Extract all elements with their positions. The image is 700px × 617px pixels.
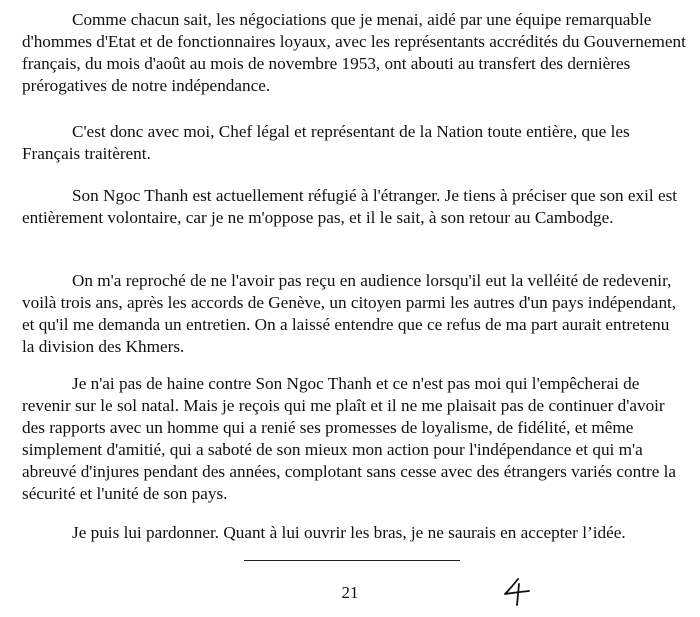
paragraph-forgiveness: Je puis lui pardonner. Quant à lui ouvrir les bras, je ne saurais en accepter l’idée. (72, 523, 626, 542)
paragraph-son-ngoc-thanh-exile: Son Ngoc Thanh est actuellement réfugié à l'étranger. Je tiens à préciser que son exil est entièrement volontaire, car je ne m'oppose pas, et il le sait, à son retour au Cambodge. (22, 186, 678, 227)
handwritten-initials (503, 577, 531, 607)
paragraph-negotiations: Comme chacun sait, les négociations que je menai, aidé par une équipe remarquable d'hommes d'Etat et de fonctionnaires loyaux, avec les représentants accrédités du Gouvernement français, du mois d'août au mois de novembre 1953, ont abouti au transfert des dernières prérogatives de notre indépendance. (22, 10, 686, 95)
paragraph-no-hatred: Je n'ai pas de haine contre Son Ngoc Thanh et ce n'est pas moi qui l'empêcherai de revenir sur le sol natal. Mais je reçois qui me plaît et il ne me plaisait pas de continuer d'avoir des rapports avec un homme qui a renié ses promesses de loyalisme, de fidélité, et même simplement d'amitié, qui a saboté de son mieux mon action pour l'indépendance et qui m'a abreuvé d'injures pendant des années, complotant sans cesse avec des étrangers variés contre la sécurité et l'unité de son pays. (22, 374, 677, 503)
paragraph-legal-head: C'est donc avec moi, Chef légal et représentant de la Nation toute entière, que les Français traitèrent. (22, 122, 630, 163)
page-number: 21 (341, 583, 359, 602)
paragraph-audience-reproach: On m'a reproché de ne l'avoir pas reçu en audience lorsqu'il eut la velléité de redevenir, voilà trois ans, après les accords de Genève, un citoyen parmi les autres d'un pays indépendant, et qu'il me demanda un entretien. On a laissé entendre que ce refus de ma part aurait entretenu la division des Khmers. (22, 271, 677, 356)
footer-rule (244, 560, 460, 561)
